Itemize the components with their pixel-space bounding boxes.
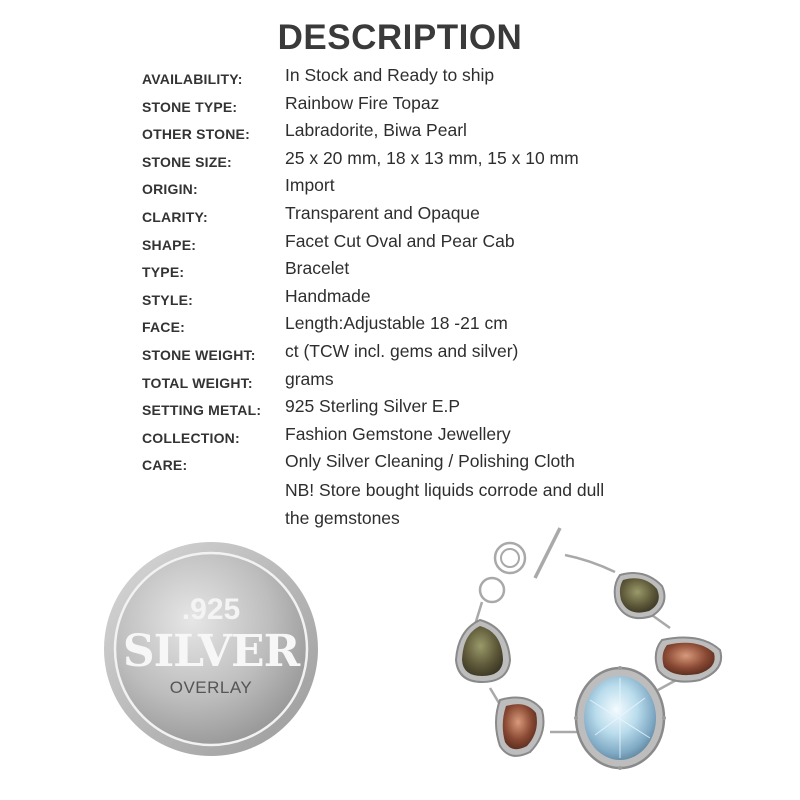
spec-label: STONE WEIGHT: xyxy=(142,346,256,363)
spec-row xyxy=(142,395,702,423)
spec-label: AVAILABILITY: xyxy=(142,71,243,87)
spec-value: Transparent and Opaque xyxy=(285,202,480,223)
spec-label: STONE SIZE: xyxy=(142,153,232,170)
spec-value: Handmade xyxy=(285,285,371,306)
spec-row xyxy=(142,257,702,285)
spec-label: FACE: xyxy=(142,319,185,336)
spec-label: STONE TYPE: xyxy=(142,98,238,115)
spec-label: SHAPE: xyxy=(142,236,197,253)
spec-row xyxy=(142,340,702,368)
spec-row xyxy=(142,368,702,396)
spec-row xyxy=(142,92,702,120)
spec-value: Fashion Gemstone Jewellery xyxy=(285,423,511,444)
spec-row xyxy=(142,119,702,147)
spec-row xyxy=(142,202,702,230)
badge-subtitle: OVERLAY xyxy=(169,678,253,697)
spec-list xyxy=(142,64,702,478)
spec-row xyxy=(142,147,702,175)
spec-value: Rainbow Fire Topaz xyxy=(285,92,440,113)
spec-label: STYLE: xyxy=(142,291,193,308)
bracelet-image xyxy=(430,520,750,780)
spec-value: Length:Adjustable 18 -21 cm xyxy=(285,313,508,334)
care-note-line-1: NB! Store bought liquids corrode and dull xyxy=(285,480,605,500)
spec-label: ORIGIN: xyxy=(142,181,198,198)
spec-value: grams xyxy=(285,368,334,389)
spec-label: OTHER STONE: xyxy=(142,126,250,143)
page-title: DESCRIPTION xyxy=(277,18,523,57)
spec-label: SETTING METAL: xyxy=(142,402,262,419)
spec-label: TYPE: xyxy=(142,264,185,281)
spec-row xyxy=(142,450,702,478)
spec-value: Only Silver Cleaning / Polishing Cloth xyxy=(285,451,575,472)
spec-value: Labradorite, Biwa Pearl xyxy=(285,120,467,141)
spec-row xyxy=(142,174,702,202)
spec-value: Bracelet xyxy=(285,258,350,279)
spec-value: Import xyxy=(285,175,335,196)
spec-label: CLARITY: xyxy=(142,208,208,225)
spec-label: CARE: xyxy=(142,457,188,474)
spec-label: COLLECTION: xyxy=(142,429,240,446)
spec-value: In Stock and Ready to ship xyxy=(285,65,495,85)
gemstone-bracelet-icon xyxy=(430,520,750,780)
badge-number: .925 xyxy=(181,593,241,626)
spec-value: 925 Sterling Silver E.P xyxy=(285,396,461,417)
spec-label: TOTAL WEIGHT: xyxy=(142,374,253,391)
spec-row xyxy=(142,230,702,258)
spec-row xyxy=(142,423,702,451)
silver-overlay-badge xyxy=(102,540,320,758)
spec-value: Facet Cut Oval and Pear Cab xyxy=(285,230,515,251)
spec-row xyxy=(142,312,702,340)
care-note-line-2: the gemstones xyxy=(285,508,400,528)
spec-value: ct (TCW incl. gems and silver) xyxy=(285,340,519,361)
spec-row xyxy=(142,64,702,92)
spec-row xyxy=(142,285,702,313)
spec-value: 25 x 20 mm, 18 x 13 mm, 15 x 10 mm xyxy=(285,147,579,168)
badge-word: SILVER xyxy=(122,626,300,677)
